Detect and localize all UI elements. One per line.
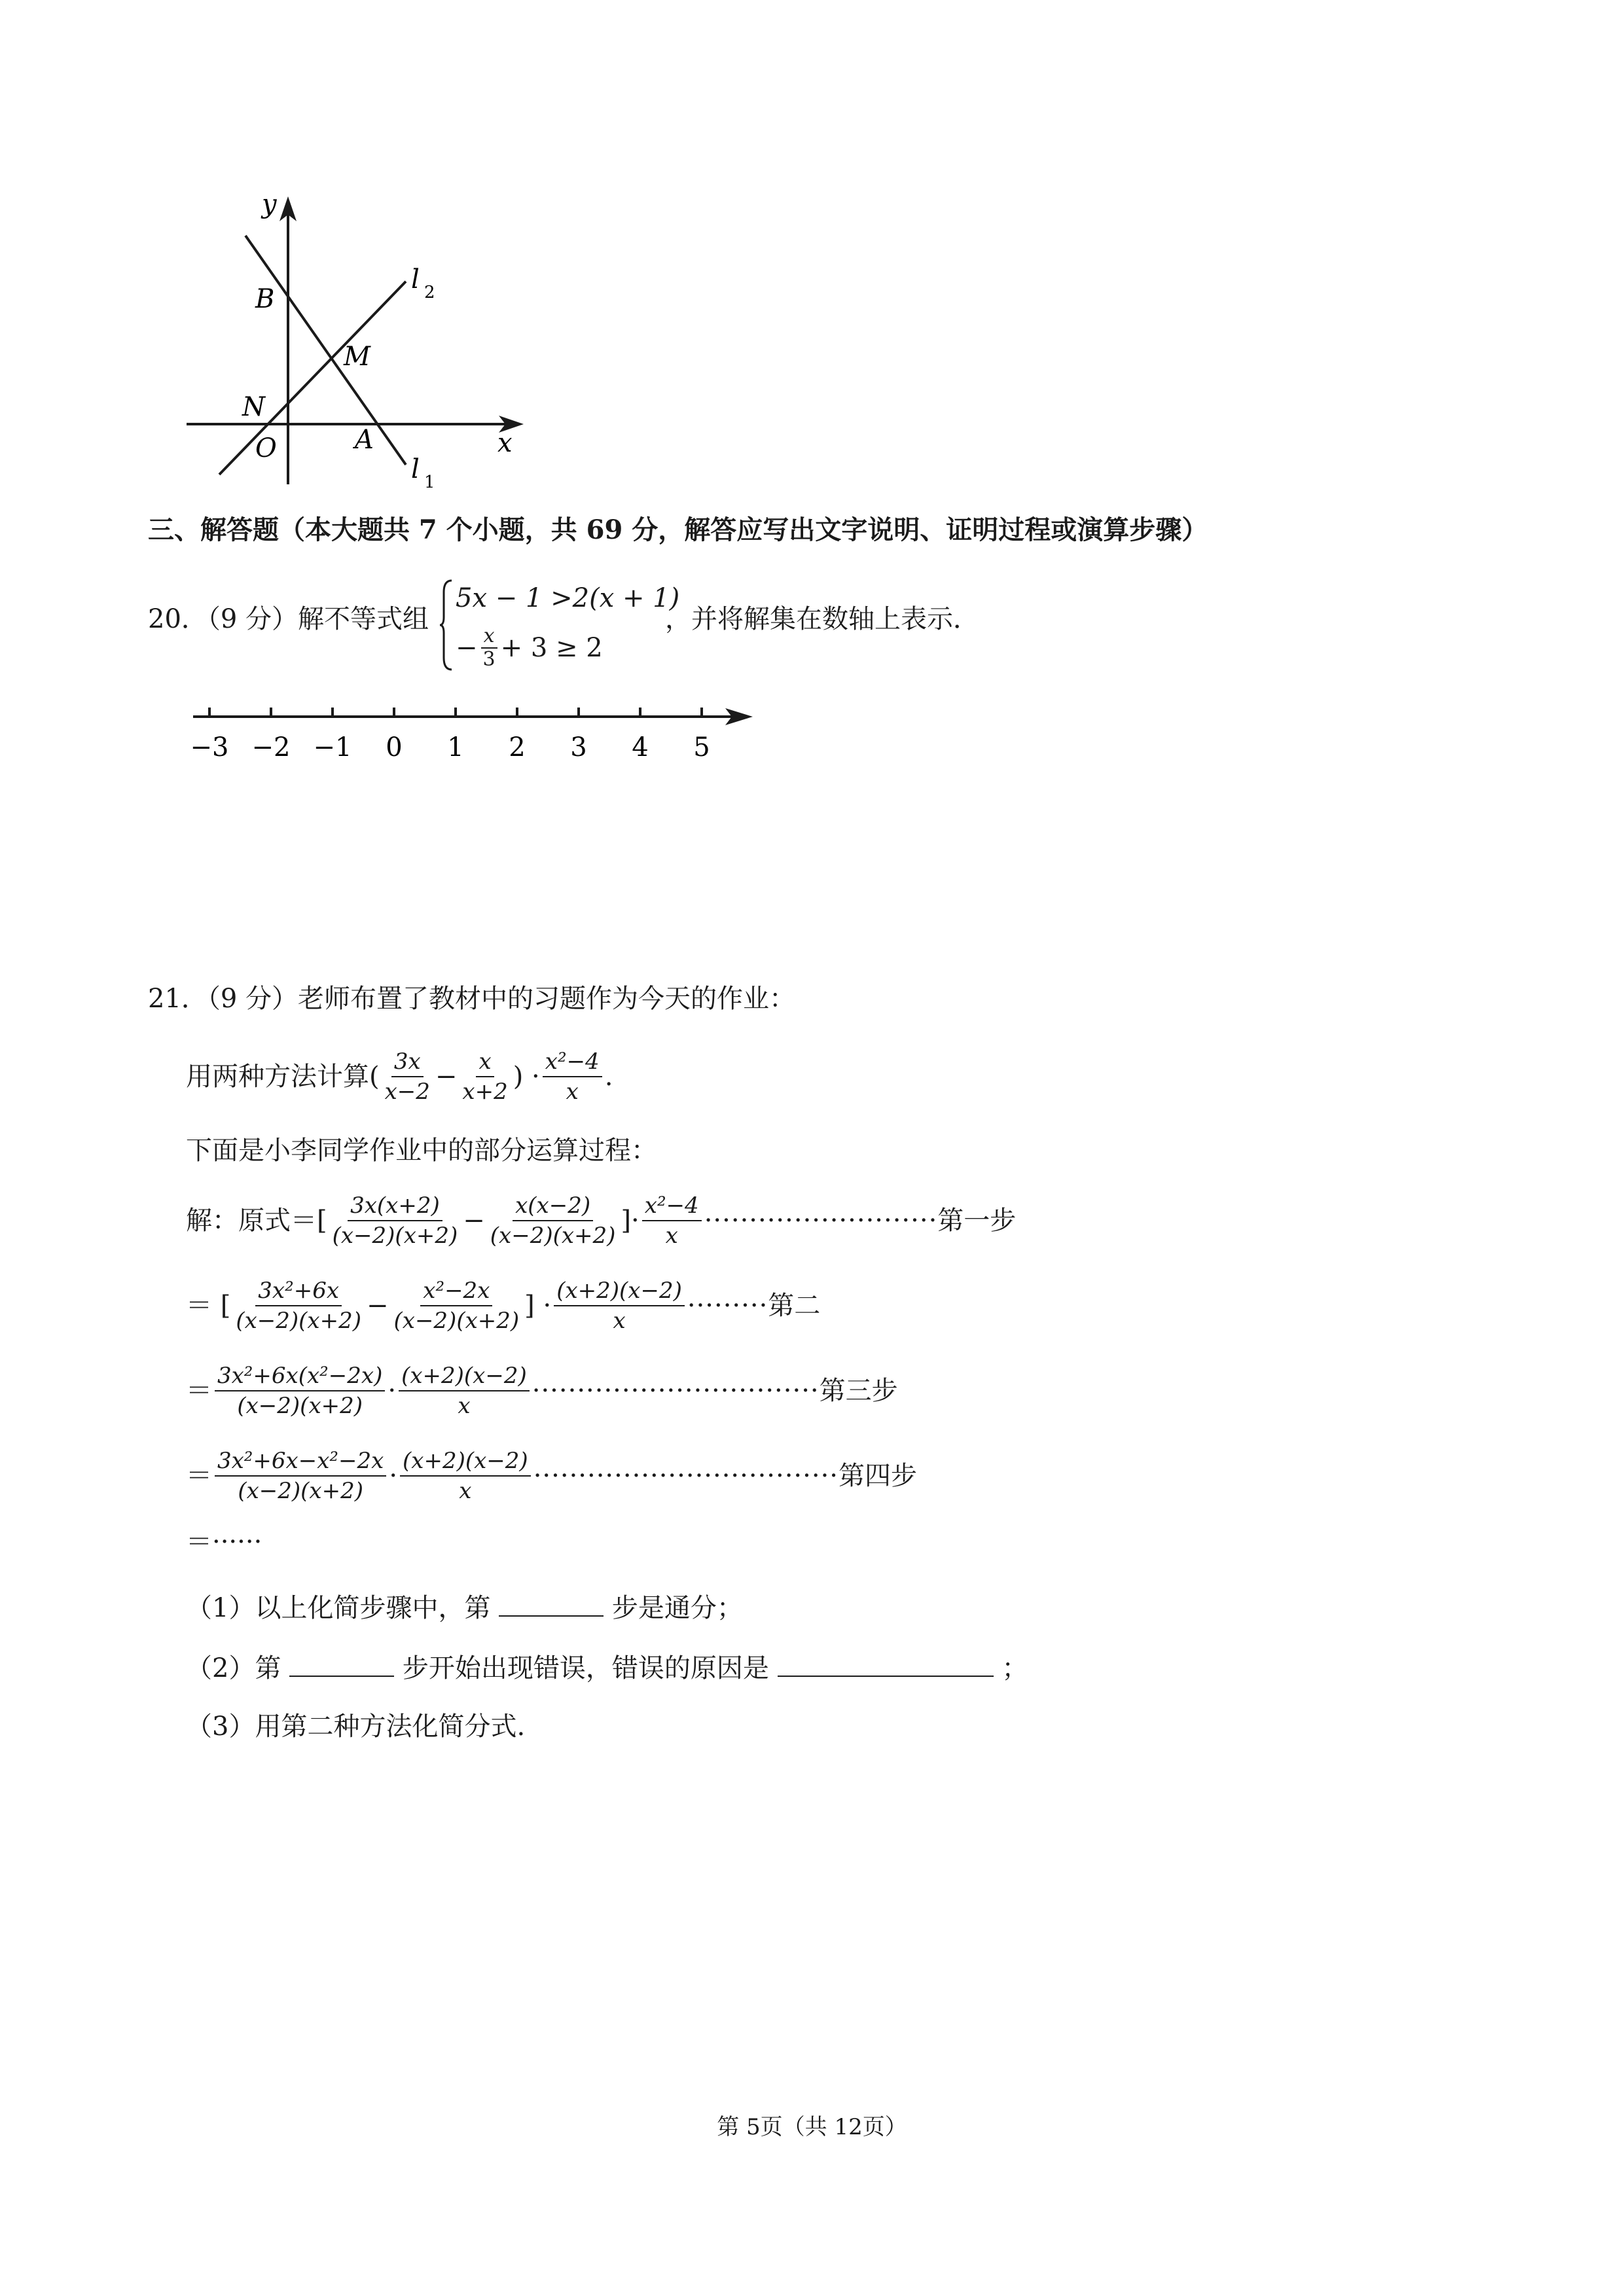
step1-minus: − [463,1206,485,1236]
number-line-tick-label: 0 [386,732,403,762]
step1-close: ]· [621,1206,640,1236]
task-frac1-num: 3x [391,1047,424,1077]
task-period: . [604,1062,613,1092]
step-5: ＝······ [186,1527,262,1557]
q21-intro: 21．（9 分）老师布置了教材中的习题作为今天的作业： [148,984,796,1014]
step2-dots: ········· [687,1291,768,1321]
sub1-blank[interactable] [499,1589,604,1617]
step-3 [186,1361,898,1420]
number-line-tick-label: 2 [509,732,526,762]
page-footer: 第 5页（共 12页） [717,2114,907,2140]
step4-dots: ·································· [533,1461,839,1491]
q20-fraction [480,625,498,671]
step4-dot: · [389,1461,398,1491]
q20-frac-num: x [481,625,497,649]
label-l1-sub: 1 [424,473,435,492]
number-line-tick-label: −2 [251,732,291,762]
task-frac3-den: x [566,1079,579,1105]
sub2-blank-step[interactable] [289,1649,394,1677]
step2-minus: − [366,1291,389,1321]
number-line-tick-label: 3 [570,732,587,762]
number-line-tick-label: 5 [693,732,710,762]
step1-label: 第一步 [937,1206,1017,1236]
q20-number: 20．（9 分）解不等式组 [148,604,429,634]
step1-frac-b-num: x(x−2) [513,1191,593,1221]
step3-frac-a-den: (x−2)(x+2) [237,1393,363,1419]
step2-prefix: ＝ [ [186,1291,231,1321]
q20-ineq2-neg: − [456,633,478,663]
step2-frac-a-den: (x−2)(x+2) [236,1308,361,1334]
q20-ineq2-rest: + 3 ≥ 2 [500,633,603,663]
coordinate-figure [177,190,543,497]
task-minus: − [435,1062,458,1092]
task-frac1-den: x−2 [384,1079,430,1105]
step4-prefix: ＝ [186,1461,212,1491]
q21-task [186,1047,613,1106]
number-line-tick-label: 1 [447,732,464,762]
step1-frac-c-num: x²−4 [642,1191,702,1221]
sub2-a: （2）第 [186,1653,281,1683]
sub1-a: （1）以上化简步骤中，第 [186,1593,491,1623]
number-line-tick-label: −3 [190,732,229,762]
sub-question-1 [186,1589,743,1625]
step3-label: 第三步 [819,1376,898,1406]
step1-frac-a-num: 3x(x+2) [348,1191,442,1221]
line-l2 [219,281,406,475]
label-y: y [262,190,277,219]
brace [440,579,453,671]
number-line-tick-label: −1 [313,732,352,762]
step-2 [186,1276,820,1335]
step2-frac-b-num: x²−2x [420,1276,492,1306]
sub-question-3: （3）用第二种方法化简分式. [186,1712,526,1742]
step4-frac-b-den: x [459,1478,472,1504]
sub2-c: ； [1001,1653,1028,1683]
sub2-blank-reason[interactable] [778,1649,994,1677]
step-1 [186,1191,1016,1250]
label-l2: l [411,264,420,295]
label-O: O [255,433,277,463]
step1-frac-c-den: x [665,1223,678,1249]
label-A: A [355,425,374,455]
step-4 [186,1446,917,1505]
step1-frac-b-den: (x−2)(x+2) [490,1223,616,1249]
step4-label: 第四步 [839,1461,918,1491]
step2-close: ] · [524,1291,552,1321]
step2-frac-c-den: x [613,1308,626,1334]
task-frac2-num: x [476,1047,494,1077]
q20-frac-den: 3 [482,648,496,671]
step1-dots: ·························· [704,1206,938,1236]
step1-prefix: 解：原式＝[ [186,1206,327,1236]
label-B: B [255,284,275,314]
step3-frac-b-num: (x+2)(x−2) [399,1361,530,1391]
step3-frac-a-num: 3x²+6x(x²−2x) [215,1361,385,1391]
step2-label: 第二 [768,1291,821,1321]
label-l1: l [411,454,420,484]
line-l1 [245,236,406,465]
q20-tail: ，并将解集在数轴上表示． [665,604,979,634]
q20-ineq1: 5x − 1 >2(x + 1) [456,583,680,613]
step2-frac-c-num: (x+2)(x−2) [554,1276,685,1306]
step4-frac-a-num: 3x²+6x−x²−2x [215,1446,386,1477]
step4-frac-a-den: (x−2)(x+2) [238,1478,363,1504]
step2-frac-b-den: (x−2)(x+2) [393,1308,520,1334]
q20-ineq2 [456,625,603,671]
step1-frac-a-den: (x−2)(x+2) [332,1223,458,1249]
section-heading: 三、解答题（本大题共 7 个小题，共 69 分，解答应写出文字说明、证明过程或演算步骤） [148,514,1208,545]
step2-frac-a-num: 3x²+6x [255,1276,342,1306]
number-line-tick-label: 4 [632,732,649,762]
q21-process-label: 下面是小李同学作业中的部分运算过程： [186,1136,657,1166]
step3-dot: · [388,1376,397,1406]
sub1-b: 步是通分； [611,1593,743,1623]
number-line [183,697,772,769]
sub-question-2 [186,1649,1028,1685]
label-N: N [242,392,265,422]
step4-frac-b-num: (x+2)(x−2) [400,1446,531,1477]
sub2-b: 步开始出现错误，错误的原因是 [402,1653,769,1683]
task-frac2-den: x+2 [462,1079,508,1105]
label-M: M [344,342,370,372]
label-x: x [497,428,513,458]
task-frac3-num: x²−4 [543,1047,602,1077]
step3-frac-b-den: x [458,1393,471,1419]
step3-dots: ································ [532,1376,820,1406]
q21-task-prefix: 用两种方法计算( [186,1062,380,1092]
task-close-dot: ) · [513,1062,540,1092]
label-l2-sub: 2 [424,283,435,302]
step3-prefix: ＝ [186,1376,212,1406]
